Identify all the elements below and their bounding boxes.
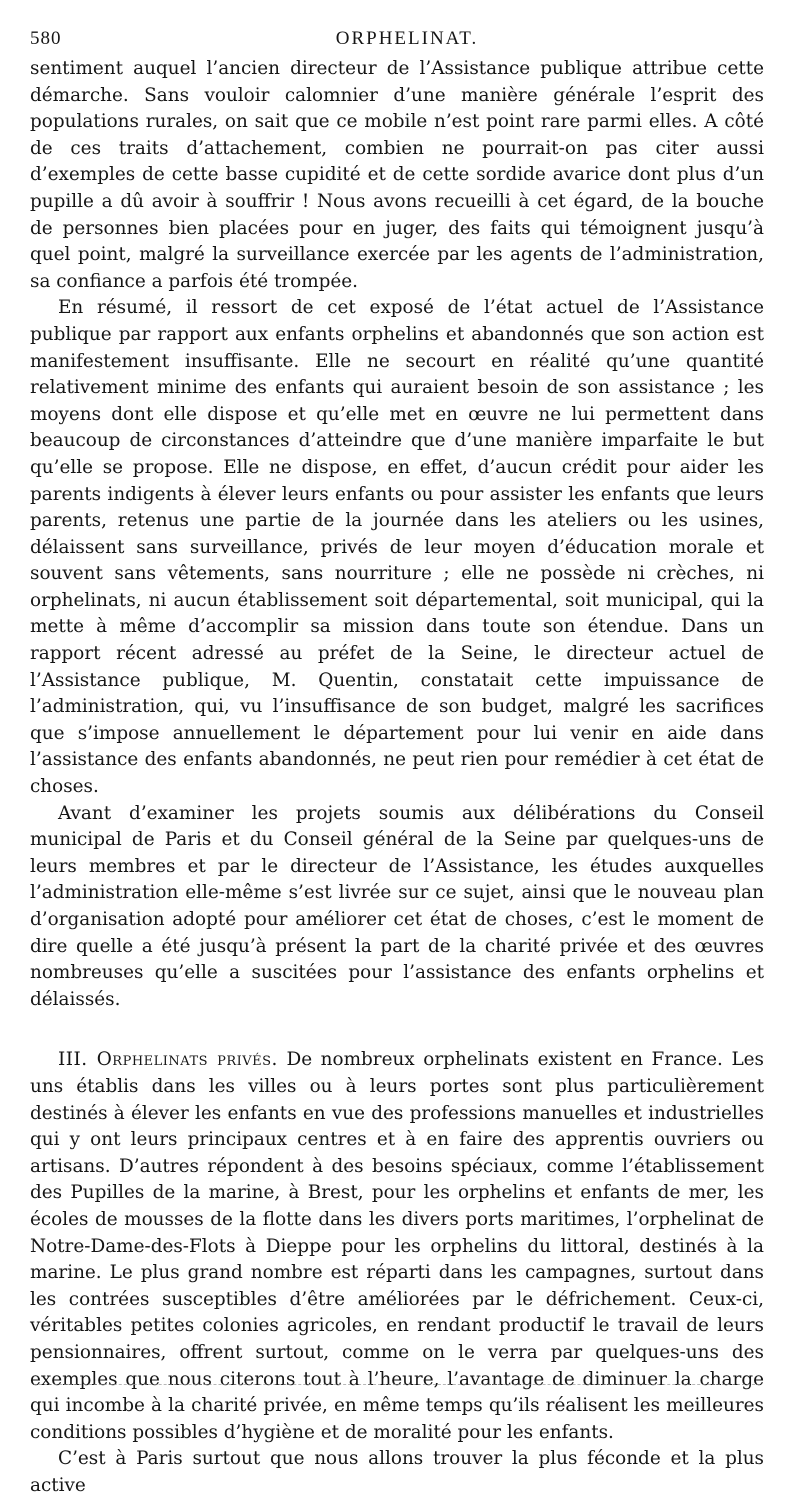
page-number: 580 xyxy=(30,28,62,49)
document-page xyxy=(30,22,764,1496)
running-head xyxy=(30,22,764,56)
body-text xyxy=(30,56,764,1499)
paragraph-2: En résumé, il ressort de cet exposé de l’état actuel de l’Assistance publique par rapport aux enfants orphelins et abandonnés que son action est manifestement insuffisante. Elle ne secourt en réalité qu’une quantité relativement minime des enfants qui auraient besoin de son assistance ; les moyens dont elle dispose et qu’elle met en œuvre ne lui permettent dans beaucoup de circonstances d’atteindre que d’une manière imparfaite le but qu’elle se propose. Elle ne dispose, en effet, d’aucun crédit pour aider les parents indigents à élever leurs enfants ou pour assister les enfants que leurs parents, retenus une partie de la journée dans les ateliers ou les usines, délaissent sans surveillance, privés de leur moyen d’éducation morale et souvent sans vêtements, sans nourriture ; elle ne possède ni crèches, ni orphelinats, ni aucun établissement soit départemental, soit municipal, qui la mette à même d’accomplir sa mission dans toute son étendue. Dans un rapport récent adressé au préfet de la Seine, le directeur actuel de l’Assistance publique, M. Quentin, constatait cette impuissance de l’administration, qui, vu l’insuffisance de son budget, malgré les sacrifices que s’impose annuellement le département pour lui venir en aide dans l’assistance des enfants abandonnés, ne peut rien pour remédier à cet état de choses. xyxy=(30,297,764,798)
section-body: De nombreux orphelinats existent en France. Les uns établis dans les villes ou à leurs portes sont plus particulièrement destinés à élever les enfants en vue des professions manuelles et industrielles qui y ont leurs principaux centres et à en faire des apprentis ouvriers ou artisans. D’autres répondent à des besoins spéciaux, comme l’établissement des Pupilles de la marine, à Brest, pour les orphelins et enfants de mer, les écoles de mousses de la flotte dans les divers ports maritimes, l’orphelinat de Notre-Dame-des-Flots à Dieppe pour les orphelins du littoral, destinés à la marine. Le plus grand nombre est réparti dans les campagnes, surtout dans les contrées susceptibles d’être améliorées par le défrichement. Ceux-ci, véritables petites colonies agricoles, en rendant productif le travail de leurs pensionnaires, offrent surtout, comme on le verra par quelques-uns des exemples que nous citerons tout à l’heure, l’avantage de diminuer la charge qui incombe à la charité privée, en même temps qu’ils réalisent les meilleures conditions possibles d’hygiène et de moralité pour les enfants. xyxy=(30,1049,764,1443)
running-title: ORPHELINAT. xyxy=(335,28,479,49)
bottom-rule xyxy=(34,1384,760,1385)
section-paragraph xyxy=(30,1047,764,1446)
paragraph-1: sentiment auquel l’ancien directeur de l’Assistance publique attribue cette démarche. Sans vouloir calomnier d’une manière générale l’esprit des populations rurales, on sait que ce mobile n’est point rare parmi elles. A côté de ces traits d’attachement, combien ne pourrait-on pas citer aussi d’exemples de cette basse cupidité et de cette sordide avarice dont plus d’un pupille a dû avoir à souffrir ! Nous avons recueilli à cet égard, de la bouche de personnes bien placées pour en juger, des faits qui témoignent jusqu’à quel point, malgré la surveillance exercée par les agents de l’administration, sa confiance a parfois été trompée. xyxy=(30,58,764,292)
paragraph-5: C’est à Paris surtout que nous allons trouver la plus féconde et la plus active xyxy=(30,1448,764,1496)
section-heading: III. Orphelinats privés. xyxy=(58,1049,278,1071)
paragraph-3: Avant d’examiner les projets soumis aux délibérations du Conseil municipal de Paris et du Conseil général de la Seine par quelques-uns de leurs membres et par le directeur de l’Assistance, les études auxquelles l’administration elle-même s’est livrée sur ce sujet, ainsi que le nouveau plan d’organisation adopté pour améliorer cet état de choses, c’est le moment de dire quelle a été jusqu’à présent la part de la charité privée et des œuvres nombreuses qu’elle a suscitées pour l’assistance des enfants orphelins et délaissés. xyxy=(30,802,764,1010)
